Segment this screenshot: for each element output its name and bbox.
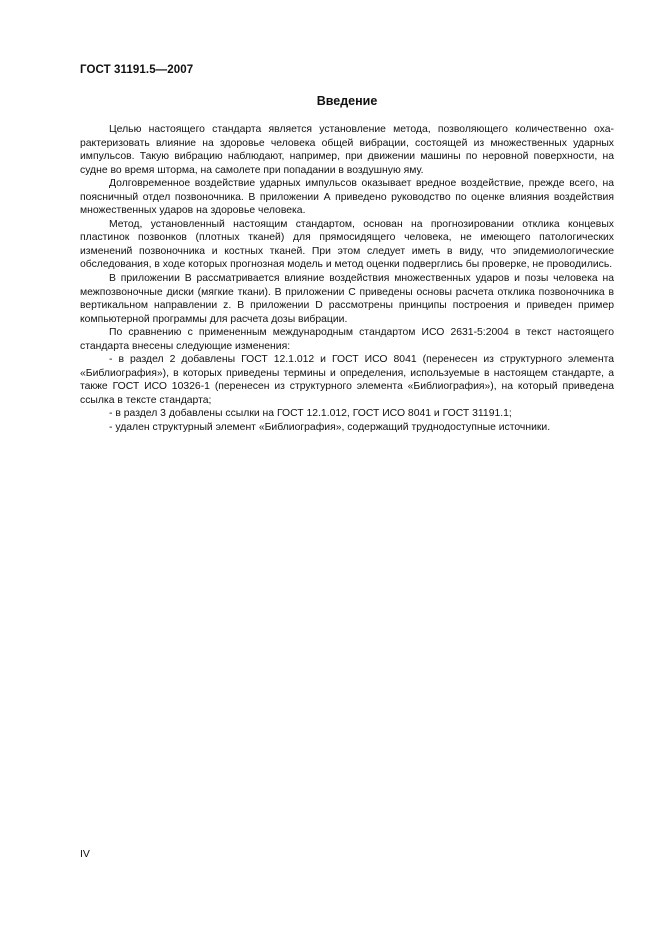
paragraph-annexes: В приложении В рассматривается влияние воздействия множественных ударов и позы человека на межпозвоночные диски (мягкие ткани). В приложении С приведены основы расчета отклика позвоночника в вертикальном направлении z. В приложении D рассмотрены принципы построения и приведен пример компьютерной программы для расчета дозы вибрации. <box>80 273 614 325</box>
paragraph-long-term-effects: Долговременное воздействие ударных импульсов оказывает вредное воздействие, прежде всего, на поясничный отдел позвоночника. В приложении А приведено руководство по оценке влияния воздействия множественных ударов на здоровье человека. <box>80 178 614 217</box>
paragraph-method: Метод, установленный настоящим стандартом, основан на прогнозировании отклика концевых пластинок позвонков (плотных тканей) для прямосидящего человека, не имеющего патологических изменений позвоночника и костных тканей. При этом следует иметь в виду, что эпидемиологические обследования, в ходе которых прогнозная модель и метод оценки подверглись бы проверке, не проводились. <box>80 218 614 271</box>
document-code-header: ГОСТ 31191.5—2007 <box>80 64 194 76</box>
section-title: Введение <box>316 94 378 108</box>
document-body <box>80 123 614 435</box>
page-number: IV <box>80 848 90 860</box>
list-item-change-section-2: - в раздел 2 добавлены ГОСТ 12.1.012 и ГОСТ ИСО 8041 (перенесен из структурного элемента «Библиография»), в которых приведены термины и определения, используемые в настоящем стандарте, а также ГОСТ ИСО 10326-1 (перенесен из структурного элемента «Библиография»), на который приведена ссылка в тексте стандарта; <box>80 354 614 406</box>
paragraph-changes-intro: По сравнению с примененным международным стандартом ИСО 2631-5:2004 в текст настоящего стандарта внесены следующие изменения: <box>80 327 614 352</box>
list-item-change-bibliography: - удален структурный элемент «Библиография», содержащий труднодоступные источники. <box>109 422 551 434</box>
paragraph-purpose: Целью настоящего стандарта является установление метода, позволяющего количественно охарактеризовать влияние на здоровье человека общей вибрации, состоящей из множественных ударных импульсов. Такую вибрацию наблюдают, например, при движении машины по неровной поверхности, на судне во время шторма, на самолете при попадании в воздушную яму. <box>80 124 614 176</box>
list-item-change-section-3: - в раздел 3 добавлены ссылки на ГОСТ 12.1.012, ГОСТ ИСО 8041 и ГОСТ 31191.1; <box>109 408 512 420</box>
